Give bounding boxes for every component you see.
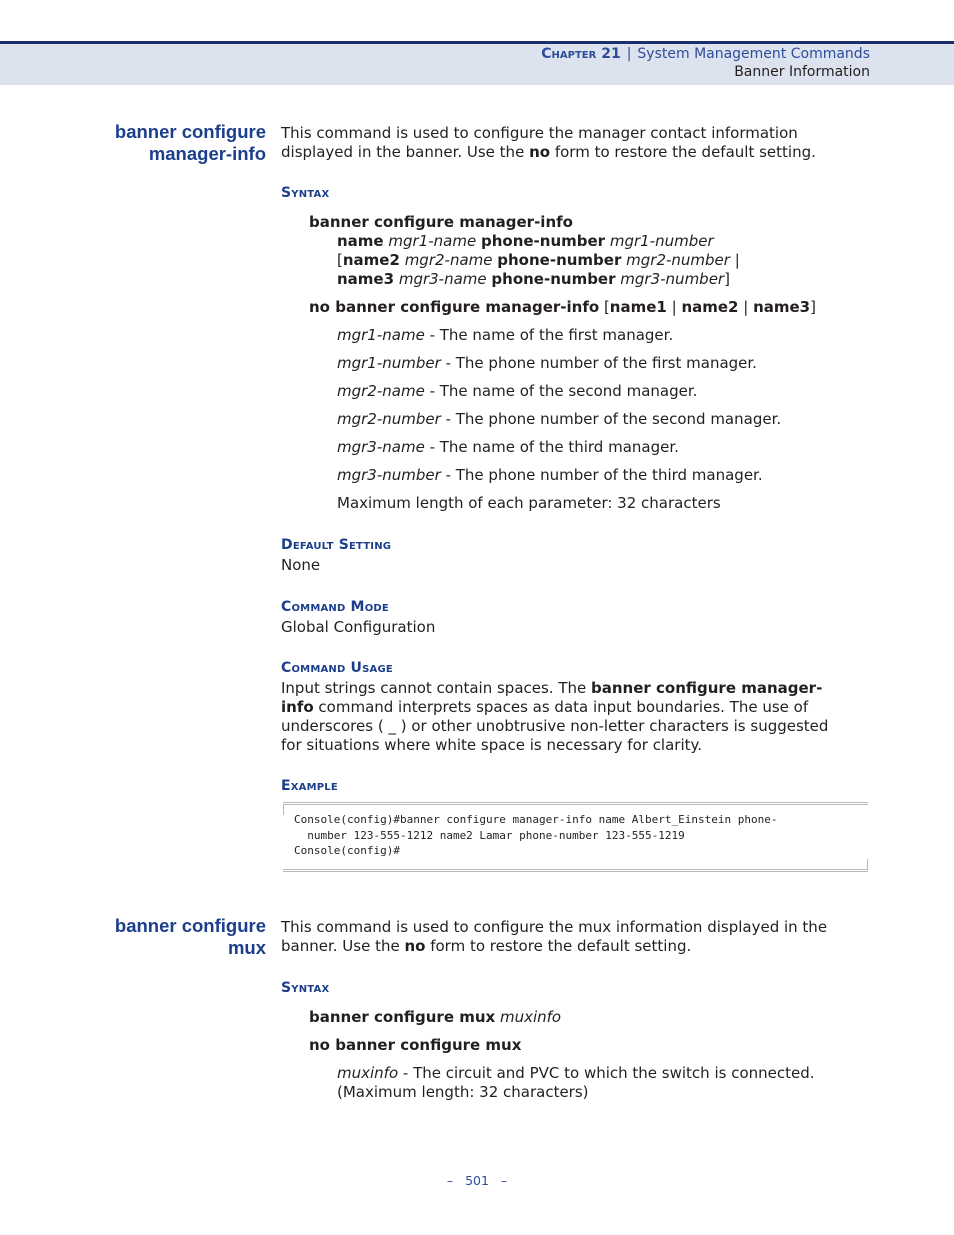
argument: mgr3-name (398, 270, 487, 288)
parameter-description-cont: (Maximum length: 32 characters) (337, 1083, 589, 1101)
syntax-line (337, 251, 740, 270)
command-title-line: banner configure (114, 121, 266, 142)
header-separator: | (626, 46, 632, 62)
syntax-line (337, 270, 730, 289)
parameter-text: - The name of the first manager. (424, 326, 674, 344)
command-keyword: info (281, 698, 314, 716)
parameter-name: mgr2-number (337, 410, 441, 428)
bracket: ] (810, 298, 816, 316)
text-run: form to restore the default setting. (550, 143, 816, 161)
command-title-mux (115, 915, 266, 959)
command-usage-heading: Command Usage (281, 660, 393, 676)
argument: mgr1-number (609, 232, 714, 250)
text-run: command interprets spaces as data input boundaries. The use of (313, 698, 809, 716)
keyword-no: no (529, 143, 551, 161)
description-line (281, 937, 871, 956)
chapter-title: System Management Commands (637, 46, 870, 62)
description-line: This command is used to configure the mux information displayed in the (281, 918, 828, 936)
command-title-line: banner configure (114, 915, 266, 936)
command-keyword: banner configure manager- (591, 679, 823, 697)
parameter-text: - The name of the second manager. (424, 382, 698, 400)
keyword: name1 (609, 298, 667, 316)
keyword-no: no (404, 937, 426, 955)
keyword: name3 (753, 298, 811, 316)
usage-line: underscores ( _ ) or other unobtrusive non-letter characters is suggested (281, 717, 829, 735)
command-mode-heading: Command Mode (281, 599, 389, 615)
syntax-command (309, 213, 573, 232)
parameter-text: - The name of the third manager. (424, 438, 679, 456)
page-footer (0, 1173, 954, 1188)
parameter-name: mgr2-name (337, 382, 425, 400)
separator: | (738, 298, 754, 316)
parameter-text: - The circuit and PVC to which the switch is connected. (398, 1064, 815, 1082)
parameter-description (337, 466, 763, 485)
parameter-text: - The phone number of the first manager. (440, 354, 757, 372)
example-heading: Example (281, 778, 338, 794)
argument: mgr2-name (404, 251, 493, 269)
keyword: phone-number (491, 270, 616, 288)
text-run: displayed in the banner. Use the (281, 143, 530, 161)
command-description (281, 918, 871, 956)
text-run: Input strings cannot contain spaces. The (281, 679, 591, 697)
code-line: number 123-555-1212 name2 Lamar phone-number 123-555-1219 (294, 828, 685, 842)
keyword: phone-number (497, 251, 622, 269)
command-keyword: no banner configure mux (309, 1036, 522, 1054)
bracket: ] (724, 270, 730, 288)
description-line: This command is used to configure the manager contact information (281, 124, 798, 142)
running-header-section: Banner Information (734, 64, 870, 80)
argument: mgr2-number (626, 251, 730, 269)
command-mode-value: Global Configuration (281, 618, 436, 636)
parameter-description (337, 1064, 815, 1083)
command-usage-text (281, 679, 871, 755)
command-keyword: banner configure manager-info (309, 213, 573, 231)
argument: mgr3-number (620, 270, 725, 288)
separator: | (729, 251, 740, 269)
parameter-name: mgr1-name (337, 326, 425, 344)
usage-line: for situations where white space is necessary for clarity. (281, 736, 703, 754)
code-box-corner (867, 859, 868, 869)
keyword: name3 (337, 270, 395, 288)
code-line: Console(config)#banner configure manager-info name Albert_Einstein phone- (294, 813, 778, 826)
syntax-line (337, 232, 714, 251)
footer-dash: – (446, 1173, 454, 1188)
command-title-line: manager-info (148, 143, 266, 164)
parameter-name: mgr3-name (337, 438, 425, 456)
page-number: 501 (465, 1173, 489, 1188)
syntax-no-command (309, 298, 816, 317)
code-box-corner (283, 805, 284, 815)
parameter-text: - The phone number of the second manager. (440, 410, 782, 428)
command-description (281, 124, 871, 162)
default-setting-heading: Default Setting (281, 537, 392, 553)
parameter-name: muxinfo (337, 1064, 399, 1082)
footer-dash: – (500, 1173, 508, 1188)
syntax-heading: Syntax (281, 185, 330, 201)
running-header-chapter (541, 46, 870, 62)
parameter-name: mgr1-number (337, 354, 441, 372)
bracket: [ (603, 298, 610, 316)
argument: muxinfo (499, 1008, 562, 1026)
parameter-description (337, 326, 673, 345)
command-keyword: no banner configure manager-info (309, 298, 600, 316)
max-length-note: Maximum length of each parameter: 32 characters (337, 494, 721, 512)
command-title-line: mux (227, 937, 266, 958)
parameter-description (337, 410, 781, 429)
command-keyword: banner configure mux (309, 1008, 496, 1026)
description-line (281, 143, 871, 162)
parameter-text: - The phone number of the third manager. (440, 466, 763, 484)
chapter-label: Chapter 21 (541, 46, 621, 62)
keyword: name2 (342, 251, 400, 269)
argument: mgr1-name (388, 232, 477, 250)
command-title-manager-info (115, 121, 266, 165)
keyword: phone-number (480, 232, 606, 250)
usage-line (281, 679, 871, 698)
text-run: form to restore the default setting. (425, 937, 692, 955)
text-run: banner. Use the (281, 937, 405, 955)
syntax-heading: Syntax (281, 980, 330, 996)
separator: | (666, 298, 682, 316)
default-setting-value: None (281, 556, 321, 574)
parameter-description (337, 438, 679, 457)
syntax-no-command (309, 1036, 521, 1055)
usage-line (281, 698, 871, 717)
syntax-command (309, 1008, 561, 1027)
parameter-description (337, 382, 697, 401)
parameter-name: mgr3-number (337, 466, 441, 484)
code-line: Console(config)# (294, 844, 400, 857)
keyword: name (337, 232, 384, 250)
parameter-description (337, 354, 757, 373)
keyword: name2 (681, 298, 739, 316)
bracket: [ (337, 251, 343, 269)
